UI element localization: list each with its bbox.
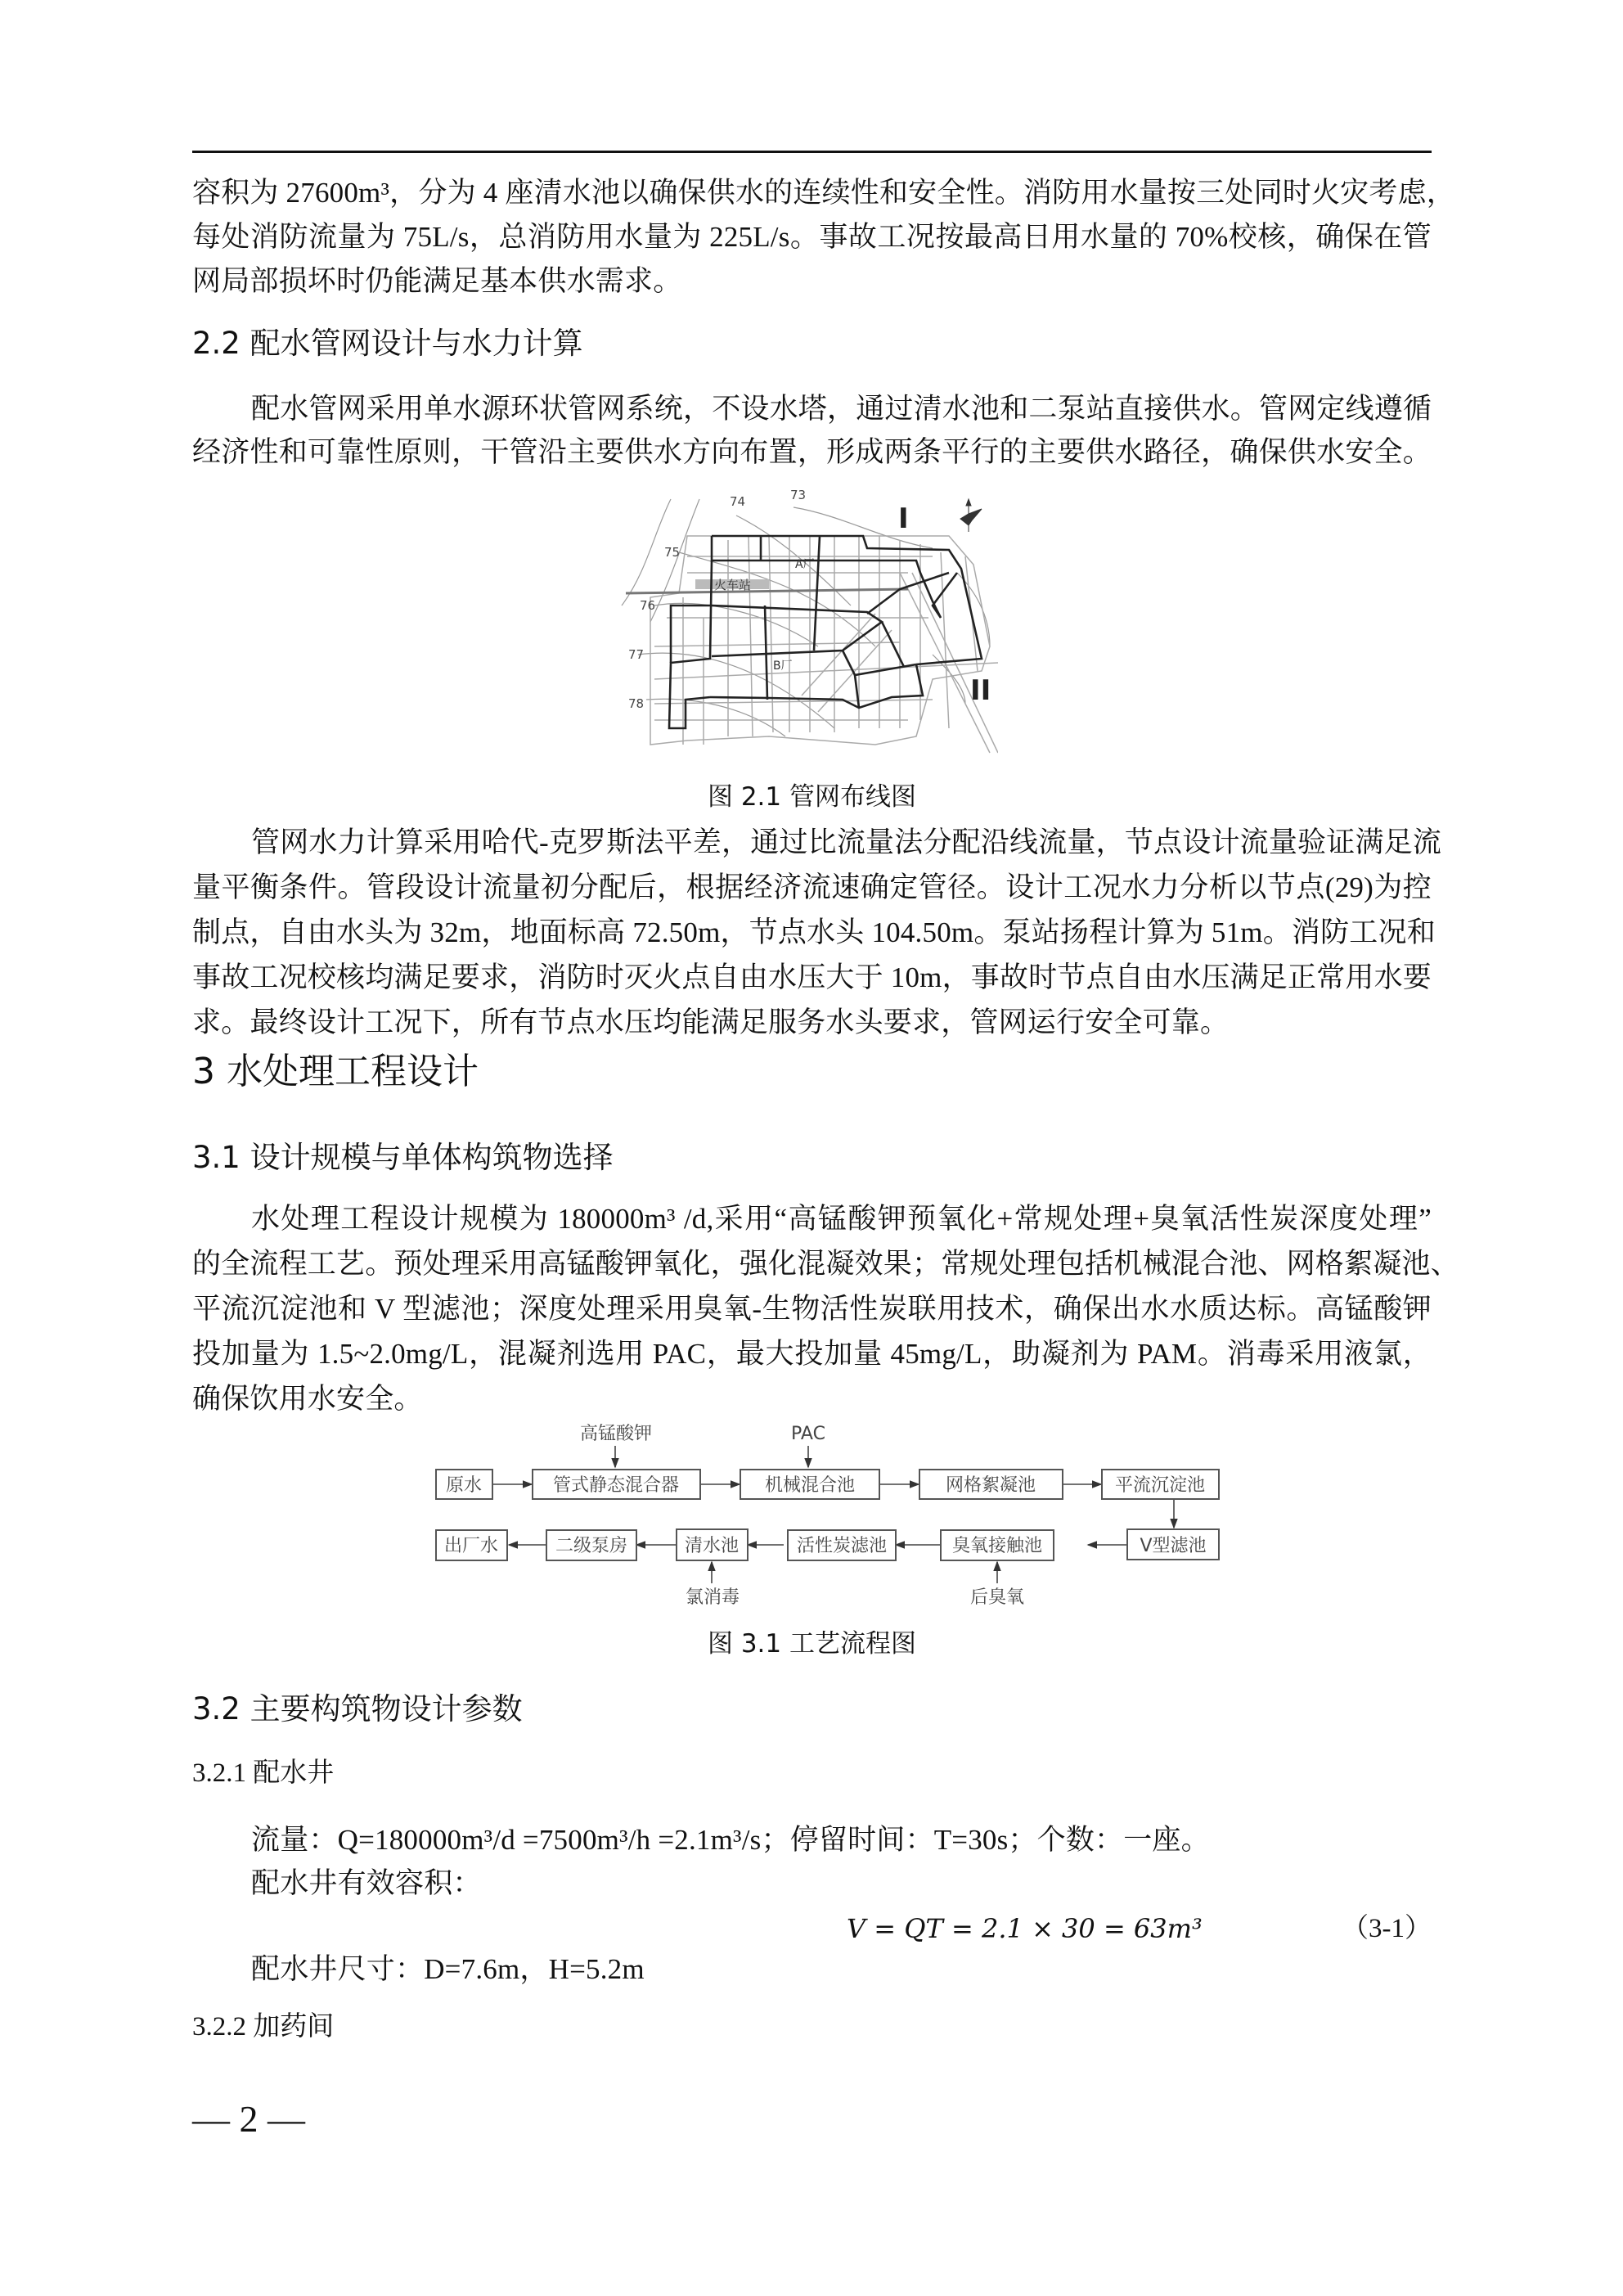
- section-heading-3-1: 3.1 设计规模与单体构筑物选择: [192, 1140, 614, 1175]
- paragraph-line: 事故工况校核均满足要求，消防时灭火点自由水压大于 10m，事故时节点自由水压满足正常用水要: [192, 961, 1432, 993]
- paragraph-line: 每处消防流量为 75L/s，总消防用水量为 225L/s。事故工况按最高日用水量的 70%校核，确保在管: [192, 221, 1432, 253]
- paragraph-line: 求。最终设计工况下，所有节点水压均能满足服务水头要求，管网运行安全可靠。: [192, 1006, 1230, 1038]
- contour-label-78: 78: [628, 696, 645, 711]
- flow-arrows: [492, 1446, 1174, 1583]
- flow-node-raw-water: 原水: [445, 1475, 483, 1496]
- figure-caption-2-1: 图 2.1 管网布线图: [707, 782, 916, 812]
- flow-node-clear-well: 清水池: [684, 1536, 740, 1556]
- section-heading-2-2: 2.2 配水管网设计与水力计算: [192, 326, 583, 361]
- contour-label-76: 76: [640, 598, 656, 613]
- paragraph-line: 量平衡条件。管段设计流量初分配后，根据经济流速确定管径。设计工况水力分析以节点(29)为控: [192, 871, 1432, 903]
- plant-b-label: B厂: [773, 660, 793, 673]
- plant-a-label: A厂: [795, 558, 815, 571]
- flow-input-pac: PAC: [791, 1424, 825, 1444]
- figure-caption-3-1: 图 3.1 工艺流程图: [707, 1629, 916, 1659]
- volume-label: 配水井有效容积：: [251, 1867, 482, 1899]
- flow-row-1: [436, 1470, 1219, 1499]
- subsection-heading-3-2-2: 3.2.2 加药间: [192, 2012, 335, 2042]
- station-label: 火车站: [714, 578, 752, 592]
- flow-node-grid-flocculation: 网格絮凝池: [945, 1475, 1036, 1496]
- flow-node-v-filter: V型滤池: [1140, 1536, 1207, 1556]
- railway: [626, 589, 908, 593]
- paragraph-line: 经济性和可靠性原则，干管沿主要供水方向布置，形成两条平行的主要供水路径，确保供水安全。: [192, 436, 1432, 468]
- equation-expression: V = QT = 2.1 × 30 = 63m³: [847, 1913, 1203, 1944]
- contour-labels: [628, 488, 806, 711]
- flow-node-carbon-filter: 活性炭滤池: [796, 1536, 888, 1556]
- zone-2-label: II: [970, 674, 991, 707]
- pipe-network-map: [605, 483, 998, 761]
- section-heading-3-2: 3.2 主要构筑物设计参数: [192, 1691, 523, 1727]
- paragraph-line: 容积为 27600m³，分为 4 座清水池以确保供水的连续性和安全性。消防用水量按三处同时火灾考虑，: [192, 177, 1455, 209]
- north-arrow-icon: [960, 499, 982, 532]
- flow-node-output-water: 出厂水: [443, 1536, 499, 1556]
- chapter-heading-3: 3 水处理工程设计: [192, 1051, 479, 1092]
- size-line: 配水井尺寸：D=7.6m，H=5.2m: [251, 1953, 645, 1985]
- header-rule: [192, 151, 1432, 153]
- flow-node-secondary-pump: 二级泵房: [555, 1536, 628, 1556]
- flow-node-mechanical-mixing: 机械混合池: [764, 1475, 856, 1496]
- process-flowchart: [425, 1420, 1227, 1620]
- contour-label-75: 75: [664, 545, 681, 560]
- equation-number: （3-1）: [1342, 1914, 1432, 1943]
- flow-inputs: [580, 1424, 1024, 1608]
- flow-input-chlorine: 氯消毒: [685, 1587, 740, 1608]
- contour-label-77: 77: [628, 647, 645, 662]
- contour-label-73: 73: [790, 488, 807, 502]
- paragraph-line: 制点，自由水头为 32m，地面标高 72.50m，节点水头 104.50m。泵站扬程计算为 51m。消防工况和: [192, 916, 1436, 948]
- paragraph-line: 网局部损坏时仍能满足基本供水需求。: [192, 265, 682, 297]
- page-number: — 2 —: [192, 2098, 305, 2140]
- contour-label-74: 74: [730, 494, 746, 509]
- street-grid: [650, 536, 998, 753]
- zone-1-label: I: [898, 502, 909, 535]
- paragraph-line: 确保饮用水安全。: [192, 1383, 423, 1415]
- paragraph-line: 水处理工程设计规模为 180000m³ /d,采用“高锰酸钾预氧化+常规处理+臭氧活性炭深度处理”: [251, 1203, 1432, 1235]
- subsection-heading-3-2-1: 3.2.1 配水井: [192, 1758, 335, 1788]
- flow-node-ozone-contact: 臭氧接触池: [951, 1536, 1043, 1556]
- paragraph-line: 配水管网采用单水源环状管网系统，不设水塔，通过清水池和二泵站直接供水。管网定线遵循: [251, 393, 1432, 425]
- paragraph-line: 管网水力计算采用哈代-克罗斯法平差，通过比流量法分配沿线流量，节点设计流量验证满足流: [251, 826, 1442, 858]
- flow-input-post-ozone: 后臭氧: [969, 1587, 1025, 1608]
- paragraph-line: 投加量为 1.5~2.0mg/L，混凝剂选用 PAC，最大投加量 45mg/L，助凝剂为 PAM。消毒采用液氯，: [192, 1338, 1432, 1370]
- equation-3-1: [192, 1911, 1432, 1950]
- paragraph-line: 平流沉淀池和 V 型滤池；深度处理采用臭氧-生物活性炭联用技术，确保出水水质达标。高锰酸钾: [192, 1293, 1432, 1325]
- trunk-mains: [669, 536, 982, 728]
- flow-parameters-line: 流量：Q=180000m³/d =7500m³/h =2.1m³/s；停留时间：T=30s；个数：一座。: [251, 1824, 1210, 1856]
- flow-node-static-mixer: 管式静态混合器: [552, 1475, 680, 1496]
- paragraph-line: 的全流程工艺。预处理采用高锰酸钾氧化，强化混凝效果；常规处理包括机械混合池、网格絮凝池、: [192, 1248, 1459, 1280]
- flow-node-sedimentation: 平流沉淀池: [1114, 1475, 1206, 1496]
- flow-input-kmno4: 高锰酸钾: [579, 1424, 653, 1444]
